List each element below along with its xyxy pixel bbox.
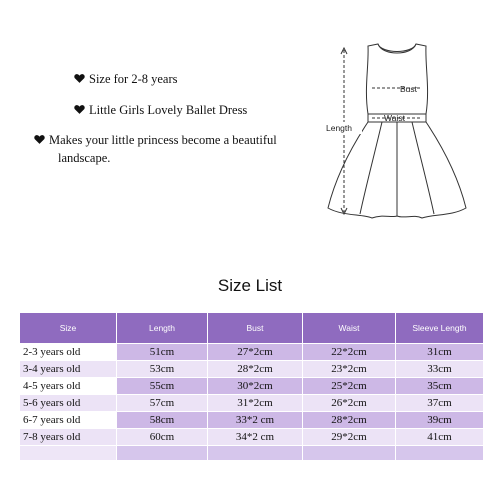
waist-cell: 23*2cm [303, 361, 396, 378]
bust-cell: 27*2cm [208, 344, 303, 361]
length-cell: 53cm [117, 361, 208, 378]
waist-cell: 29*2cm [303, 429, 396, 446]
sleeve-length-cell: 33cm [396, 361, 484, 378]
feature-text: Little Girls Lovely Ballet Dress [89, 103, 248, 117]
table-header-row [20, 313, 484, 344]
column-header-sleeve-length: Sleeve Length [396, 313, 484, 344]
size-list-title: Size List [217, 276, 283, 295]
sleeve-length-cell: 39cm [396, 412, 484, 429]
size-cell: 6-7 years old [20, 412, 117, 429]
size-cell: 3-4 years old [20, 361, 117, 378]
column-header-bust: Bust [208, 313, 303, 344]
length-cell: 51cm [117, 344, 208, 361]
feature-text-line1: Makes your little princess become a beautiful [49, 133, 277, 147]
length-cell: 58cm [117, 412, 208, 429]
length-cell: 55cm [117, 378, 208, 395]
table-row-empty [20, 446, 484, 461]
feature-text: Size for 2-8 years [89, 72, 178, 86]
bust-cell: 31*2cm [208, 395, 303, 412]
length-cell: 57cm [117, 395, 208, 412]
bust-cell: 34*2 cm [208, 429, 303, 446]
bust-cell: 30*2cm [208, 378, 303, 395]
table-row [20, 344, 484, 361]
column-header-size: Size [20, 313, 117, 344]
bust-label: Bust [400, 84, 418, 94]
feature-product-name [74, 101, 247, 119]
column-header-waist: Waist [303, 313, 396, 344]
feature-size-range [74, 70, 178, 88]
table-row [20, 361, 484, 378]
length-label: Length [326, 123, 352, 133]
table-row [20, 378, 484, 395]
waist-cell: 22*2cm [303, 344, 396, 361]
size-cell: 7-8 years old [20, 429, 117, 446]
waist-cell: 28*2cm [303, 412, 396, 429]
sleeve-length-cell: 31cm [396, 344, 484, 361]
size-cell: 5-6 years old [20, 395, 117, 412]
size-table [19, 312, 484, 461]
table-row [20, 412, 484, 429]
waist-cell: 26*2cm [303, 395, 396, 412]
sleeve-length-cell: 37cm [396, 395, 484, 412]
bust-cell: 33*2 cm [208, 412, 303, 429]
size-cell: 2-3 years old [20, 344, 117, 361]
waist-cell: 25*2cm [303, 378, 396, 395]
dress-bodice [366, 44, 427, 114]
sleeve-length-cell: 41cm [396, 429, 484, 446]
size-cell: 4-5 years old [20, 378, 117, 395]
length-cell: 60cm [117, 429, 208, 446]
dress-diagram [322, 36, 472, 226]
sleeve-length-cell: 35cm [396, 378, 484, 395]
heart-icon [34, 134, 45, 145]
bust-cell: 28*2cm [208, 361, 303, 378]
feature-text-line2: landscape. [58, 151, 111, 165]
table-row [20, 429, 484, 446]
heart-icon [74, 104, 85, 115]
column-header-length: Length [117, 313, 208, 344]
feature-description [34, 131, 334, 167]
table-row [20, 395, 484, 412]
heart-icon [74, 73, 85, 84]
waist-label: Waist [384, 113, 405, 123]
